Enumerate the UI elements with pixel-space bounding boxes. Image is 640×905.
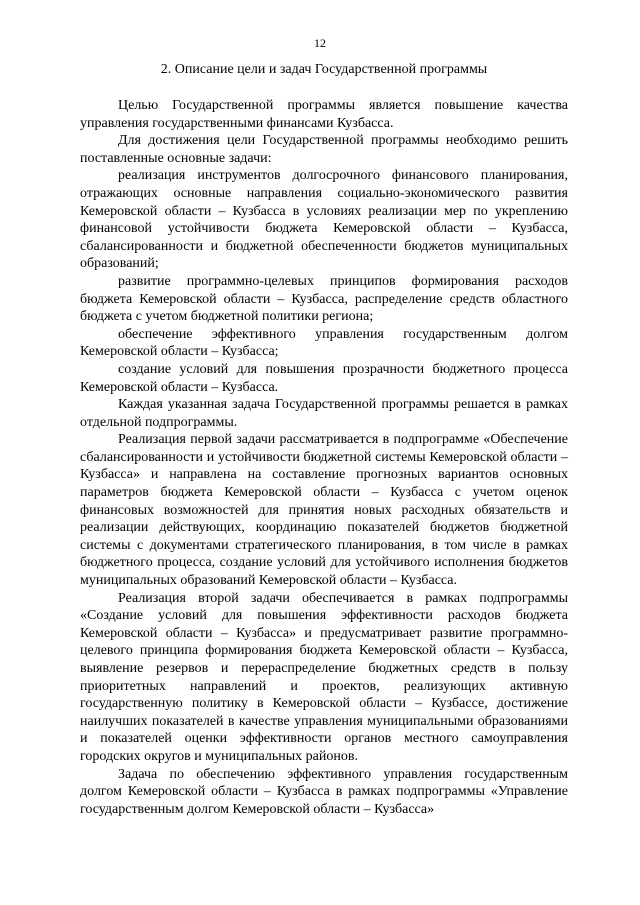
paragraph: Реализация первой задачи рассматривается в подпрограмме «Обеспечение сбалансированности и устойчивости бюджетной системы Кемеровской области – Кузбасса» и направлена на составление прогнозных вариантов основных параметров бюджета Кемеровской области – Кузбасса с учетом оценок финансовых возможностей для принятия новых расходных обязательств и реализации действующих, координацию показателей бюджетов бюджетной системы с документами стратегического планирования, в том числе в рамках бюджетного процесса, создание условий для устойчивого исполнения бюджетов муниципальных образований Кемеровской области – Кузбасса. [80,432,568,589]
paragraph: Реализация второй задачи обеспечивается в рамках подпрограммы «Создание условий для повышения эффективности расходов бюджета Кемеровской области – Кузбасса» и предусматривает развитие программно-целевого принципа формирования бюджета Кемеровской области – Кузбасса, выявление резервов и перераспределение бюджетных средств в пользу приоритетных направлений и проектов, реализующих активную государственную политику в Кемеровской области – Кузбассе, достижение наилучших показателей в качестве управления муниципальными образованиями и показателей оценки эффективности органов местного самоуправления городских округов и муниципальных районов. [80,590,568,764]
page-number: 12 [314,36,326,50]
paragraph: реализация инструментов долгосрочного финансового планирования, отражающих основные направления социально-экономического развития Кемеровской области – Кузбасса в условиях реализации мер по укреплению финансовой устойчивости бюджета Кемеровской области – Кузбасса, сбалансированности и бюджетной обеспеченности бюджетов муниципальных образований; [80,168,568,272]
paragraph: Задача по обеспечению эффективного управления государственным долгом Кемеровской области – Кузбасса в рамках подпрограммы «Управление государственным долгом Кемеровской области – Кузбасса» [80,766,568,817]
paragraph: Для достижения цели Государственной программы необходимо решить поставленные основные задачи: [80,133,568,166]
paragraph: Каждая указанная задача Государственной программы решается в рамках отдельной подпрограммы. [80,397,568,430]
paragraph: Целью Государственной программы является повышение качества управления государственными финансами Кузбасса. [80,98,568,131]
section-heading: 2. Описание цели и задач Государственной программы [160,62,488,77]
paragraph: развитие программно-целевых принципов формирования расходов бюджета Кемеровской области – Кузбасса, распределение средств областного бюджета с учетом бюджетной политики региона; [80,273,568,325]
body-text [80,97,568,818]
paragraph: обеспечение эффективного управления государственным долгом Кемеровской области – Кузбасса; [80,326,568,360]
paragraph: создание условий для повышения прозрачности бюджетного процесса Кемеровской области – Кузбасса. [80,361,568,395]
